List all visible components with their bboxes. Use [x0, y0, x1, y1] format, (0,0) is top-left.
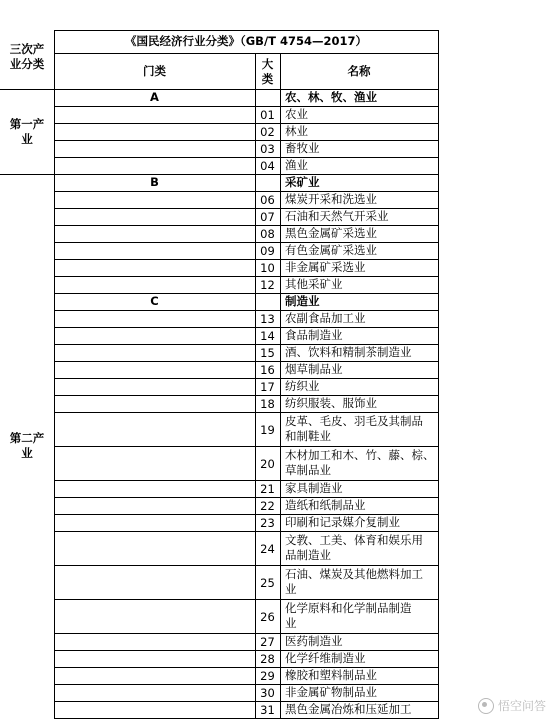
major-class-code: 28: [260, 652, 275, 666]
major-class-code: 31: [260, 703, 275, 717]
row-rule: [54, 497, 439, 498]
major-class-code: 08: [260, 227, 275, 241]
tertiary-section-label: 第一产 业: [9, 116, 45, 146]
industry-name: 纺织业: [285, 379, 320, 393]
watermark-text: 悟空问答: [497, 699, 546, 713]
industry-name: 化学纤维制造业: [285, 651, 366, 665]
industry-name: 农业: [285, 107, 308, 121]
major-class-code: 13: [260, 312, 275, 326]
industry-name: 家具制造业: [285, 481, 343, 495]
industry-name: 有色金属矿采选业: [285, 243, 377, 257]
row-rule: [54, 361, 439, 362]
title-bottom-rule: [54, 53, 439, 54]
industry-name: 皮革、毛皮、羽毛及其制品 和制鞋业: [285, 414, 423, 443]
major-class-code: 26: [260, 609, 275, 624]
col-rule-major: [255, 53, 256, 719]
row-rule: [54, 565, 439, 566]
industry-name: 畜牧业: [285, 141, 320, 155]
category-letter: A: [150, 90, 159, 104]
row-rule: [54, 106, 439, 107]
major-class-code: 06: [260, 193, 275, 207]
col-rule-category: [54, 30, 55, 719]
industry-name: 其他采矿业: [285, 277, 343, 291]
industry-name: 医药制造业: [285, 634, 343, 648]
major-class-code: 07: [260, 210, 275, 224]
major-class-code: 20: [260, 456, 275, 471]
table-title: 《国民经济行业分类》（GB/T 4754—2017）: [124, 34, 367, 48]
industry-name: 纺织服装、服饰业: [285, 396, 377, 410]
category-letter: C: [150, 294, 159, 308]
major-class-code: 25: [260, 575, 275, 590]
col-rule-name: [280, 53, 281, 719]
header-category: 门类: [143, 64, 166, 78]
major-class-code: 17: [260, 380, 275, 394]
row-rule: [54, 225, 439, 226]
header-name: 名称: [347, 64, 371, 78]
row-rule: [54, 140, 439, 141]
industry-name: 印刷和记录媒介复制业: [285, 515, 400, 529]
major-class-code: 14: [260, 329, 275, 343]
category-letter: B: [150, 175, 159, 189]
industry-name: 渔业: [285, 158, 308, 172]
major-class-code: 19: [260, 422, 275, 437]
row-rule: [54, 599, 439, 600]
industry-name: 非金属矿采选业: [285, 260, 366, 274]
row-rule: [54, 480, 439, 481]
industry-name: 文教、工美、体育和娱乐用 品制造业: [285, 533, 423, 562]
row-rule: [54, 633, 439, 634]
major-class-code: 23: [260, 516, 275, 530]
major-class-code: 15: [260, 346, 275, 360]
row-rule: [54, 276, 439, 277]
major-class-code: 22: [260, 499, 275, 513]
watermark: [478, 697, 546, 714]
industry-name: 食品制造业: [285, 328, 343, 342]
major-class-code: 29: [260, 669, 275, 683]
major-class-code: 12: [260, 278, 275, 292]
row-rule: [54, 123, 439, 124]
major-class-code: 02: [260, 125, 275, 139]
row-rule: [54, 650, 439, 651]
industry-name: 农副食品加工业: [285, 311, 366, 325]
major-class-code: 09: [260, 244, 275, 258]
row-rule: [54, 412, 439, 413]
major-class-code: 04: [260, 159, 275, 173]
row-rule: [54, 242, 439, 243]
major-class-code: 18: [260, 397, 275, 411]
industry-name: 木材加工和木、竹、藤、棕、 草制品业: [285, 448, 435, 477]
industry-name: 石油和天然气开采业: [285, 209, 389, 223]
row-rule: [54, 395, 439, 396]
watermark-logo-icon: [478, 698, 494, 714]
row-rule: [54, 157, 439, 158]
row-rule: [54, 667, 439, 668]
col-rule-right: [438, 30, 439, 719]
category-name: 农、林、牧、渔业: [285, 90, 377, 104]
row-rule: [54, 446, 439, 447]
tertiary-section-label: 第二产 业: [9, 431, 45, 460]
industry-name: 造纸和纸制品业: [285, 498, 366, 512]
major-class-code: 24: [260, 541, 275, 556]
industry-name: 黑色金属矿采选业: [285, 226, 377, 240]
major-class-code: 01: [260, 108, 275, 122]
industry-name: 非金属矿物制品业: [285, 685, 377, 699]
industry-name: 化学原料和化学制品制造 业: [285, 601, 412, 630]
row-rule: [54, 684, 439, 685]
category-name: 采矿业: [285, 175, 320, 189]
row-rule: [54, 191, 439, 192]
section-rule: [0, 174, 55, 175]
title-top-rule: [54, 30, 439, 31]
row-rule: [54, 378, 439, 379]
major-class-code: 21: [260, 482, 275, 496]
major-class-code: 10: [260, 261, 275, 275]
category-name: 制造业: [285, 294, 320, 308]
major-class-code: 16: [260, 363, 275, 377]
major-class-code: 30: [260, 686, 275, 700]
row-rule: [54, 327, 439, 328]
header-tertiary-industry: 三次产 业分类: [9, 42, 45, 71]
row-rule: [54, 259, 439, 260]
industry-name: 煤炭开采和洗选业: [285, 192, 377, 206]
major-class-code: 27: [260, 635, 275, 649]
industry-name: 橡胶和塑料制品业: [285, 668, 377, 682]
industry-name: 酒、饮料和精制茶制造业: [285, 345, 412, 359]
major-class-code: 03: [260, 142, 275, 156]
industry-name: 林业: [285, 124, 308, 138]
industry-name: 黑色金属冶炼和压延加工: [285, 702, 412, 716]
header-major-class: 大 类: [261, 57, 274, 86]
industry-name: 烟草制品业: [285, 362, 343, 376]
row-rule: [54, 531, 439, 532]
industry-name: 石油、煤炭及其他燃料加工 业: [285, 567, 423, 596]
row-rule: [54, 310, 439, 311]
